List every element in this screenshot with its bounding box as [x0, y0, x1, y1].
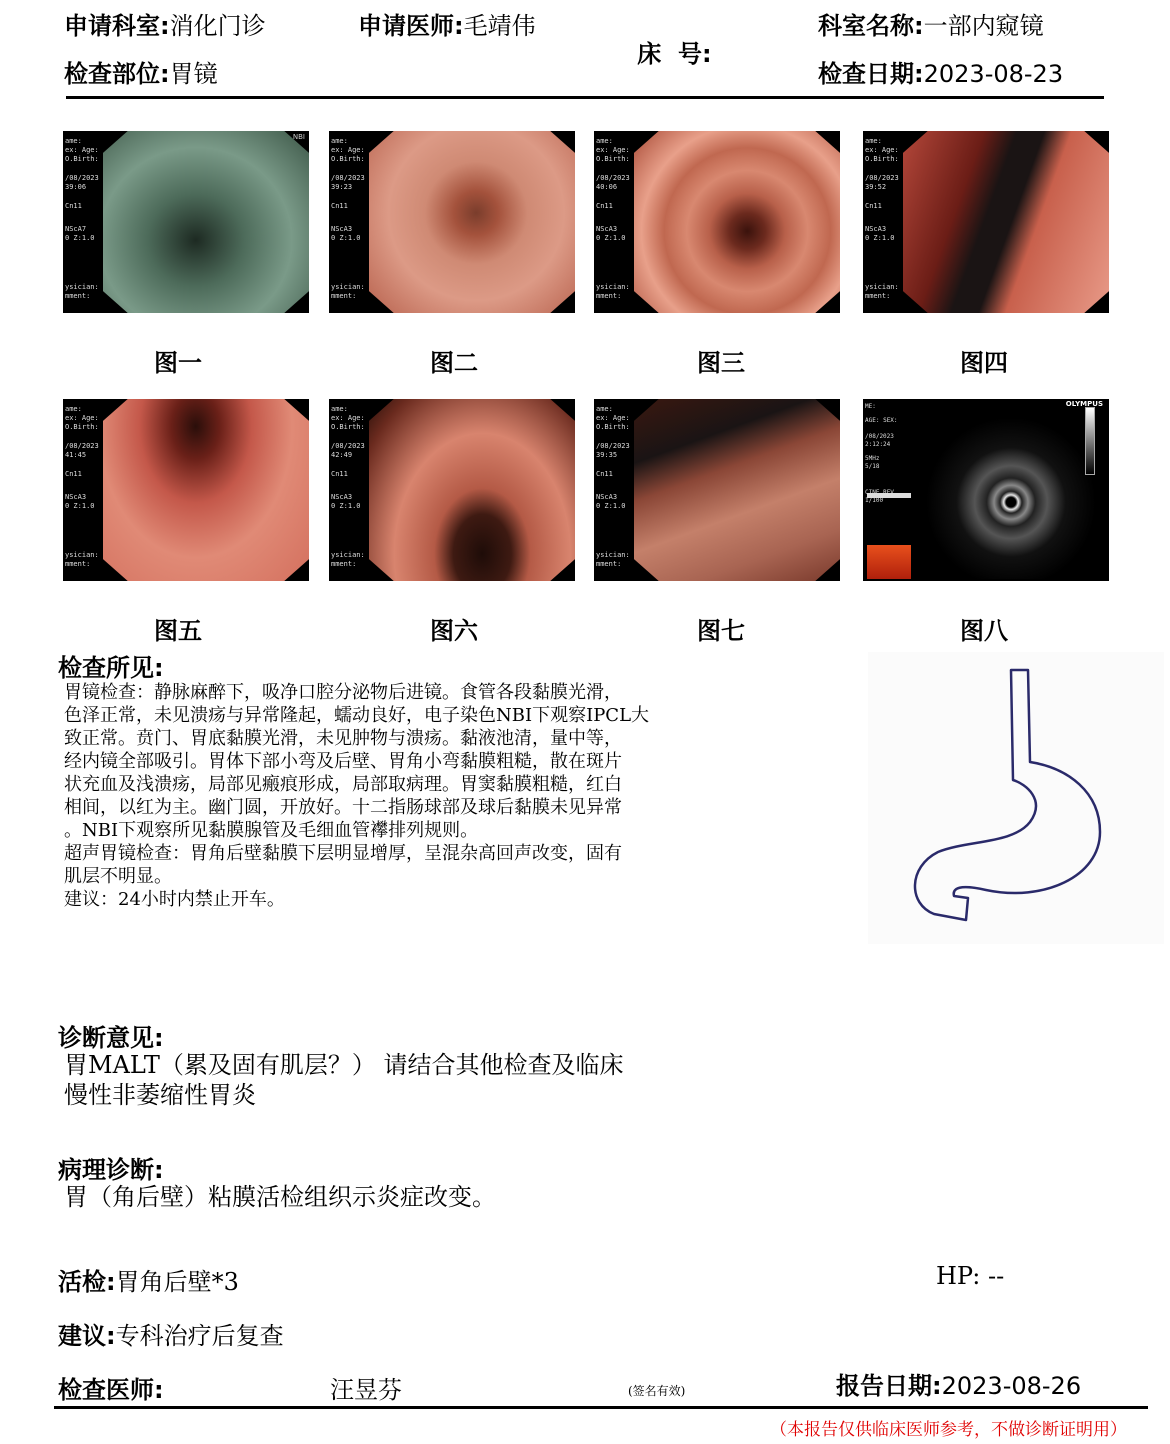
- findings-title: 检查所见:: [58, 654, 164, 682]
- doctor-field: [358, 6, 536, 41]
- advice-value: 专科治疗后复查: [115, 1322, 284, 1350]
- bed-field: [622, 6, 712, 69]
- caption-image-7: 图七: [697, 617, 745, 645]
- exam-doctor-signature: 汪昱芬: [330, 1376, 402, 1404]
- report-date-field: [836, 1366, 1081, 1401]
- hp-field: [936, 1262, 1004, 1290]
- ultrasound-image-8: [863, 399, 1109, 581]
- exam-date-label: 检查日期:: [818, 60, 924, 88]
- header-divider: [66, 96, 1104, 99]
- dept-label: 申请科室:: [64, 12, 170, 40]
- caption-image-3: 图三: [697, 349, 745, 377]
- endoscopy-image-4: [863, 131, 1109, 313]
- advice-field: [58, 1316, 284, 1351]
- exam-date-value: 2023-08-23: [923, 60, 1064, 88]
- diagnosis-title: 诊断意见:: [58, 1024, 164, 1052]
- caption-image-4: 图四: [960, 349, 1008, 377]
- biopsy-field: [58, 1262, 239, 1297]
- report-date-value: 2023-08-26: [941, 1372, 1082, 1400]
- doctor-label: 申请医师:: [358, 12, 464, 40]
- image-4-overlay: ame: ex: Age: O.Birth: /08/2023 39:52 Cn11 NScA3 0 Z:1.0 ysician: mment:: [865, 137, 899, 300]
- site-value: 胃镜: [169, 60, 218, 88]
- biopsy-label: 活检:: [58, 1268, 116, 1296]
- site-label: 检查部位:: [64, 60, 170, 88]
- room-label: 科室名称:: [818, 12, 924, 40]
- exam-date-field: [818, 54, 1063, 89]
- endoscopy-image-7: [594, 399, 840, 581]
- diagnosis-text: 胃MALT（累及固有肌层？） 请结合其他检查及临床 慢性非萎缩性胃炎: [64, 1051, 624, 1109]
- image-5-overlay: ame: ex: Age: O.Birth: /08/2023 41:45 Cn11 NScA3 0 Z:1.0 ysician: mment:: [65, 405, 99, 568]
- image-3-overlay: ame: ex: Age: O.Birth: /08/2023 40:06 Cn11 NScA3 0 Z:1.0 ysician: mment:: [596, 137, 630, 300]
- endoscopy-image-3: [594, 131, 840, 313]
- endoscopy-image-6: [329, 399, 575, 581]
- site-field: [64, 54, 218, 89]
- caption-image-5: 图五: [154, 617, 202, 645]
- image-7-overlay: ame: ex: Age: O.Birth: /08/2023 39:35 Cn11 NScA3 0 Z:1.0 ysician: mment:: [596, 405, 630, 568]
- endoscopy-image-2: [329, 131, 575, 313]
- image-8-overlay: ME: AGE: SEX: /08/2023 2:12:24 5MHz 5/18 CINE REV 1/100: [865, 403, 898, 504]
- doctor-value: 毛靖伟: [463, 12, 536, 40]
- endoscopy-image-5: [63, 399, 309, 581]
- image-1-overlay: ame: ex: Age: O.Birth: /08/2023 39:06 Cn11 NScA7 0 Z:1.0 ysician: mment:: [65, 137, 99, 300]
- stomach-outline-icon: [868, 652, 1164, 944]
- stomach-diagram: [868, 652, 1164, 944]
- pathology-text: 胃（角后壁）粘膜活检组织示炎症改变。: [64, 1183, 496, 1211]
- room-field: [818, 6, 1044, 41]
- image-2-overlay: ame: ex: Age: O.Birth: /08/2023 39:23 Cn11 NScA3 0 Z:1.0 ysician: mment:: [331, 137, 365, 300]
- findings-text: 胃镜检查：静脉麻醉下，吸净口腔分泌物后进镜。食管各段黏膜光滑， 色泽正常，未见溃疡与异常隆起，蠕动良好，电子染色NBI下观察IPCL大 致正常。贲门、胃底黏膜光滑，未见肿物与溃疡。黏液池清，量中等， 经内镜全部吸引。胃体下部小弯及后壁、胃角小弯黏膜粗糙，散在斑片 状充血及浅溃疡，局部见瘢痕形成，局部取病理。胃窦黏膜粗糙，红白 相间，以红为主。幽门圆，开放好。十二指肠球部及球后黏膜未见异常 。NBI下观察所见黏膜腺管及毛细血管襻排列规则。 超声胃镜检查：胃角后壁黏膜下层明显增厚，呈混杂高回声改变，固有 肌层不明显。 建议：24小时内禁止开车。: [64, 682, 650, 910]
- pathology-title: 病理诊断:: [58, 1156, 164, 1184]
- report-date-label: 报告日期:: [836, 1372, 942, 1400]
- room-value: 一部内窥镜: [923, 12, 1044, 40]
- disclaimer: （本报告仅供临床医师参考，不做诊断证明用）: [770, 1420, 1127, 1440]
- dept-value: 消化门诊: [169, 12, 266, 40]
- hp-value: --: [987, 1262, 1005, 1290]
- biopsy-value: 胃角后壁*3: [115, 1268, 239, 1296]
- image-6-overlay: ame: ex: Age: O.Birth: /08/2023 42:49 Cn11 NScA3 0 Z:1.0 ysician: mment:: [331, 405, 365, 568]
- endoscopy-image-1: [63, 131, 309, 313]
- signature-note: (签名有效): [628, 1384, 686, 1398]
- caption-image-1: 图一: [154, 349, 202, 377]
- footer-divider: [54, 1406, 1148, 1409]
- olympus-logo: OLYMPUS: [1065, 400, 1103, 408]
- exam-doctor-label: 检查医师:: [58, 1376, 164, 1404]
- caption-image-8: 图八: [960, 617, 1008, 645]
- image-1-corner: NBI: [292, 133, 305, 141]
- dept-field: [64, 6, 266, 41]
- caption-image-2: 图二: [430, 349, 478, 377]
- hp-label: HP:: [936, 1262, 981, 1290]
- advice-label: 建议:: [58, 1322, 116, 1350]
- caption-image-6: 图六: [430, 617, 478, 645]
- bed-label: 床 号:: [637, 40, 712, 68]
